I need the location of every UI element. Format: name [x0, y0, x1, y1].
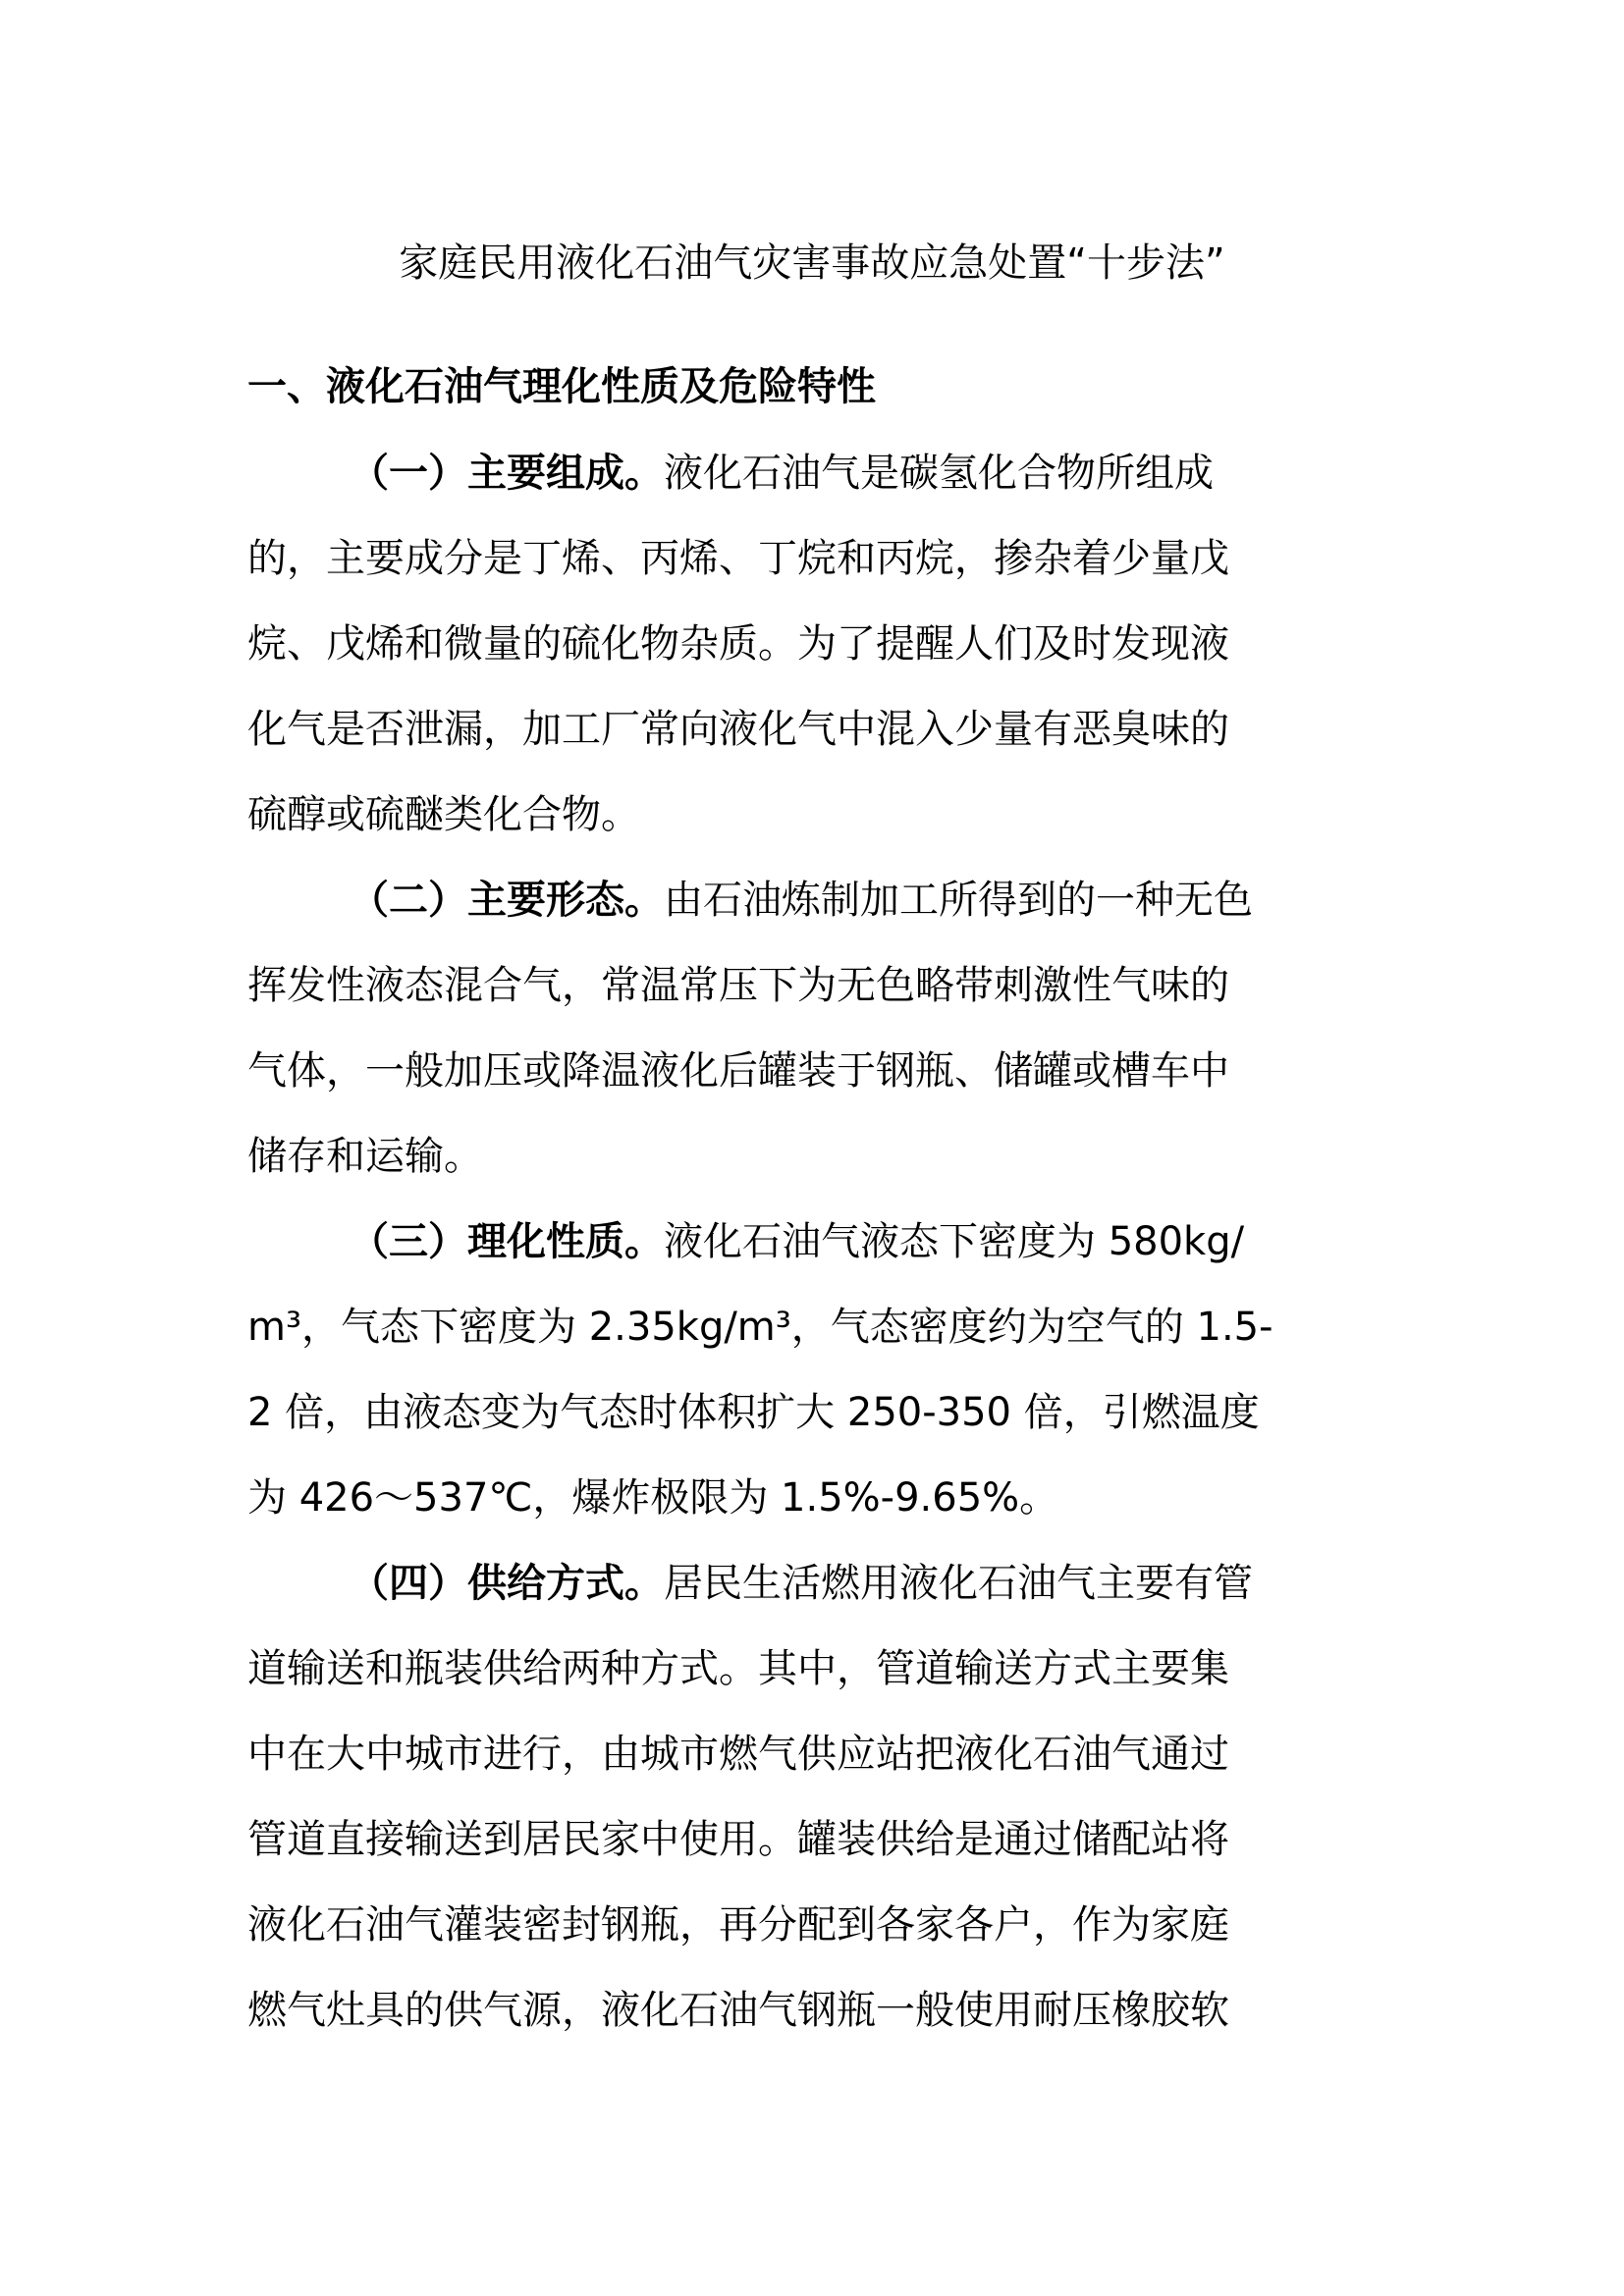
- paragraph-line: 为 426～537℃，爆炸极限为 1.5%-9.65%。: [247, 1475, 1059, 1521]
- paragraph-line: 2 倍，由液态变为气态时体积扩大 250-350 倍，引燃温度: [247, 1390, 1260, 1435]
- paragraph-text: 由石油炼制加工所得到的一种无色: [664, 878, 1253, 923]
- paragraph-form-line-1: [350, 871, 1253, 930]
- paragraph-lead-form: （二）主要形态。: [350, 878, 664, 923]
- paragraph-composition-line-1: [350, 444, 1214, 503]
- paragraph-line: 化气是否泄漏，加工厂常向液化气中混入少量有恶臭味的: [247, 707, 1229, 752]
- paragraph-lead-properties: （三）理化性质。: [350, 1219, 664, 1264]
- paragraph-line: 道输送和瓶装供给两种方式。其中，管道输送方式主要集: [247, 1646, 1229, 1691]
- paragraph-line: 燃气灶具的供气源，液化石油气钢瓶一般使用耐压橡胶软: [247, 1988, 1229, 2033]
- paragraph-line: 气体，一般加压或降温液化后罐装于钢瓶、储罐或槽车中: [247, 1048, 1229, 1094]
- paragraph-line: 储存和运输。: [247, 1134, 483, 1179]
- paragraph-line: 中在大中城市进行，由城市燃气供应站把液化石油气通过: [247, 1732, 1229, 1777]
- paragraph-text: 居民生活燃用液化石油气主要有管: [664, 1561, 1253, 1606]
- document-title: 家庭民用液化石油气灾害事故应急处置“十步法”: [399, 240, 1225, 286]
- paragraph-lead-composition: （一）主要组成。: [350, 451, 664, 496]
- paragraph-line: 烷、戊烯和微量的硫化物杂质。为了提醒人们及时发现液: [247, 621, 1229, 667]
- paragraph-properties-line-1: [350, 1212, 1244, 1271]
- paragraph-text: 液化石油气是碳氢化合物所组成: [664, 451, 1214, 496]
- paragraph-line: 的，主要成分是丁烯、丙烯、丁烷和丙烷，掺杂着少量戊: [247, 536, 1229, 581]
- paragraph-line: 液化石油气灌装密封钢瓶，再分配到各家各户，作为家庭: [247, 1902, 1229, 1948]
- paragraph-line: 硫醇或硫醚类化合物。: [247, 792, 640, 837]
- paragraph-lead-supply: （四）供给方式。: [350, 1561, 664, 1606]
- paragraph-supply-line-1: [350, 1554, 1253, 1613]
- section-heading: 一、液化石油气理化性质及危险特性: [247, 364, 876, 409]
- paragraph-line: m³，气态下密度为 2.35kg/m³，气态密度约为空气的 1.5-: [247, 1305, 1273, 1350]
- paragraph-line: 管道直接输送到居民家中使用。罐装供给是通过储配站将: [247, 1817, 1229, 1862]
- paragraph-line: 挥发性液态混合气，常温常压下为无色略带刺激性气味的: [247, 963, 1229, 1008]
- paragraph-text: 液化石油气液态下密度为 580kg/: [664, 1219, 1245, 1264]
